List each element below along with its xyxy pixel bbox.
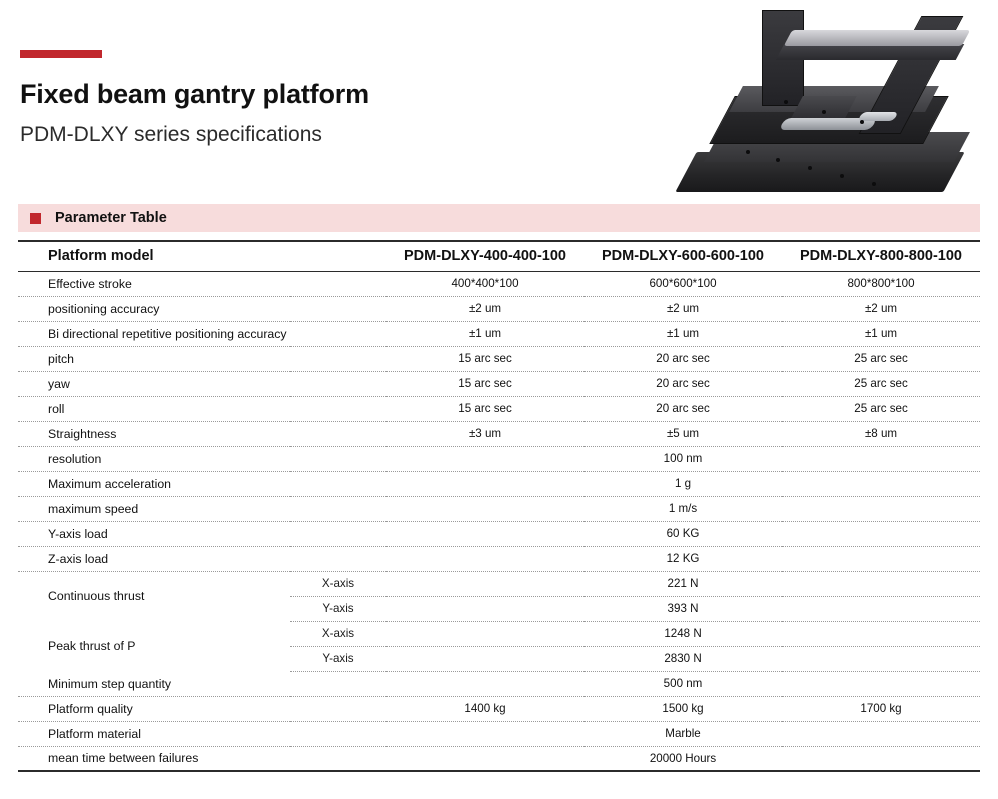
table-row — [18, 321, 980, 346]
page-title: Fixed beam gantry platform — [20, 79, 369, 109]
table-row — [18, 571, 980, 596]
column-header-model: Platform model — [18, 241, 386, 271]
table-row — [18, 346, 980, 371]
row-label: positioning accuracy — [18, 296, 386, 321]
column-header-variant-2: PDM-DLXY-600-600-100 — [584, 241, 782, 271]
row-label: pitch — [18, 346, 386, 371]
row-value: 1400 kg — [386, 696, 584, 721]
row-value: 25 arc sec — [782, 346, 980, 371]
row-label: Bi directional repetitive positioning accuracy — [18, 321, 386, 346]
row-value-merged: 12 KG — [386, 546, 980, 571]
row-label: Y-axis load — [18, 521, 386, 546]
row-value: 20 arc sec — [584, 346, 782, 371]
product-bolt — [784, 100, 788, 104]
row-value: ±1 um — [584, 321, 782, 346]
row-value: 25 arc sec — [782, 396, 980, 421]
row-value: 20 arc sec — [584, 396, 782, 421]
table-row — [18, 496, 980, 521]
row-value-merged: 500 nm — [386, 671, 980, 696]
table-row — [18, 671, 980, 696]
row-value: 1700 kg — [782, 696, 980, 721]
row-value-merged: Marble — [386, 721, 980, 746]
accent-rule — [20, 50, 102, 58]
row-label: mean time between failures — [18, 746, 386, 771]
row-value: ±1 um — [386, 321, 584, 346]
table-row — [18, 421, 980, 446]
product-bolt — [840, 174, 844, 178]
table-row — [18, 696, 980, 721]
table-row — [18, 296, 980, 321]
row-label: Platform material — [18, 721, 386, 746]
row-value: 15 arc sec — [386, 371, 584, 396]
column-header-variant-3: PDM-DLXY-800-800-100 — [782, 241, 980, 271]
row-label: Z-axis load — [18, 546, 386, 571]
table-row — [18, 396, 980, 421]
table-row — [18, 446, 980, 471]
row-sublabel: Y-axis — [290, 646, 386, 671]
table-row — [18, 471, 980, 496]
product-image — [676, 0, 976, 232]
document-header — [20, 50, 660, 147]
row-label: Continuous thrust — [48, 589, 145, 604]
page-subtitle: PDM-DLXY series specifications — [20, 122, 322, 146]
table-row — [18, 521, 980, 546]
row-value: 15 arc sec — [386, 396, 584, 421]
row-sublabel: X-axis — [290, 621, 386, 646]
table-row — [18, 271, 980, 296]
section-title: Parameter Table — [55, 210, 167, 226]
row-value: 600*600*100 — [584, 271, 782, 296]
row-sublabel: X-axis — [290, 571, 386, 596]
row-value-merged: 1248 N — [386, 621, 980, 646]
product-bolt — [822, 110, 826, 114]
row-value-merged: 100 nm — [386, 446, 980, 471]
square-bullet-icon — [30, 213, 41, 224]
row-sublabel: Y-axis — [290, 596, 386, 621]
table-header-row — [18, 241, 980, 271]
row-value: ±3 um — [386, 421, 584, 446]
row-value: ±8 um — [782, 421, 980, 446]
row-value: ±2 um — [782, 296, 980, 321]
row-value-merged: 393 N — [386, 596, 980, 621]
column-header-variant-1: PDM-DLXY-400-400-100 — [386, 241, 584, 271]
section-header-parameter-table — [18, 204, 980, 232]
table-row — [18, 371, 980, 396]
row-label: yaw — [18, 371, 386, 396]
product-bolt — [776, 158, 780, 162]
row-label: Effective stroke — [18, 271, 386, 296]
table-row — [18, 621, 980, 646]
product-rail-lower — [776, 44, 965, 60]
row-value: ±2 um — [386, 296, 584, 321]
table-row — [18, 721, 980, 746]
product-rail-upper — [784, 30, 971, 46]
row-label: resolution — [18, 446, 386, 471]
row-value-merged: 20000 Hours — [386, 746, 980, 771]
row-value-merged: 1 g — [386, 471, 980, 496]
row-value-merged: 221 N — [386, 571, 980, 596]
row-value-merged: 2830 N — [386, 646, 980, 671]
product-bolt — [872, 182, 876, 186]
row-label: maximum speed — [18, 496, 386, 521]
table-row — [18, 546, 980, 571]
row-value-merged: 60 KG — [386, 521, 980, 546]
product-bolt — [860, 120, 864, 124]
row-value: ±2 um — [584, 296, 782, 321]
specification-table — [18, 240, 980, 772]
row-value: 20 arc sec — [584, 371, 782, 396]
product-bolt — [746, 150, 750, 154]
row-value: 400*400*100 — [386, 271, 584, 296]
row-value: 25 arc sec — [782, 371, 980, 396]
row-label: Minimum step quantity — [18, 671, 386, 696]
product-bolt — [808, 166, 812, 170]
row-value: 1500 kg — [584, 696, 782, 721]
row-value: ±5 um — [584, 421, 782, 446]
row-value: 800*800*100 — [782, 271, 980, 296]
row-label: roll — [18, 396, 386, 421]
row-label: Straightness — [18, 421, 386, 446]
table-row — [18, 746, 980, 771]
row-value: 15 arc sec — [386, 346, 584, 371]
spec-table-wrapper — [18, 240, 980, 772]
product-cylinder-rod — [858, 112, 899, 121]
row-label: Maximum acceleration — [18, 471, 386, 496]
row-label: Peak thrust of P — [48, 639, 136, 653]
row-value: ±1 um — [782, 321, 980, 346]
row-value-merged: 1 m/s — [386, 496, 980, 521]
row-label: Platform quality — [18, 696, 386, 721]
